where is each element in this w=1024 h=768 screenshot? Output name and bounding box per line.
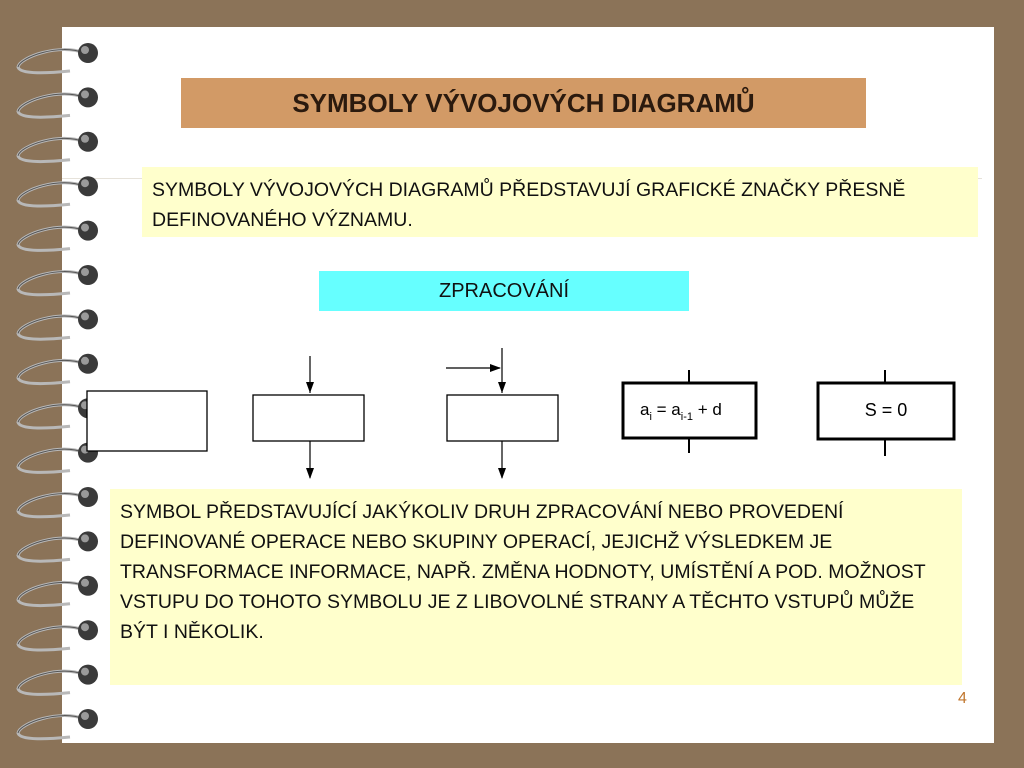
binding-ring bbox=[18, 132, 98, 162]
binding-ring bbox=[18, 665, 98, 695]
svg-text:ai = ai-1 + d: $a_i = a_{i-1} + d$ bbox=[640, 400, 722, 423]
process-symbol-flow bbox=[253, 356, 364, 479]
binding-ring bbox=[18, 87, 98, 117]
binding-ring bbox=[18, 709, 98, 739]
process-symbol-plain bbox=[87, 391, 207, 451]
symbol-label: ZPRACOVÁNÍ bbox=[319, 271, 689, 311]
svg-text:S = 0: S = 0 bbox=[864, 400, 908, 420]
intro-text: SYMBOLY VÝVOJOVÝCH DIAGRAMŮ PŘEDSTAVUJÍ GRAFICKÉ ZNAČKY PŘESNĚ DEFINOVANÉHO VÝZNAMU. bbox=[142, 167, 978, 237]
process-symbol-multi-input bbox=[446, 348, 558, 479]
binding-ring bbox=[18, 620, 98, 650]
binding-ring bbox=[18, 531, 98, 561]
process-symbol-sum bbox=[623, 370, 756, 453]
binding-ring bbox=[18, 221, 98, 251]
process-symbol-assign bbox=[818, 370, 954, 456]
binding-ring bbox=[18, 309, 98, 339]
page-number: 4 bbox=[958, 690, 967, 707]
binding-ring bbox=[18, 265, 98, 295]
process-symbols-diagram bbox=[80, 340, 980, 490]
binding-ring bbox=[18, 576, 98, 606]
description-text: SYMBOL PŘEDSTAVUJÍCÍ JAKÝKOLIV DRUH ZPRACOVÁNÍ NEBO PROVEDENÍ DEFINOVANÉ OPERACE NEBO SKUPINY OPERACÍ, JEJICHŽ VÝSLEDKEM JE TRANSFORMACE INFORMACE, NAPŘ. ZMĚNA HODNOTY, UMÍSTĚNÍ A POD. MOŽNOST VSTUPU DO TOHOTO SYMBOLU JE Z LIBOVOLNÉ STRANY A TĚCHTO VSTUPŮ MŮŽE BÝT I NĚKOLIK. bbox=[110, 489, 962, 685]
slide-title: SYMBOLY VÝVOJOVÝCH DIAGRAMŮ bbox=[181, 78, 866, 128]
binding-ring bbox=[18, 43, 98, 73]
binding-ring bbox=[18, 176, 98, 206]
binding-ring bbox=[18, 487, 98, 517]
